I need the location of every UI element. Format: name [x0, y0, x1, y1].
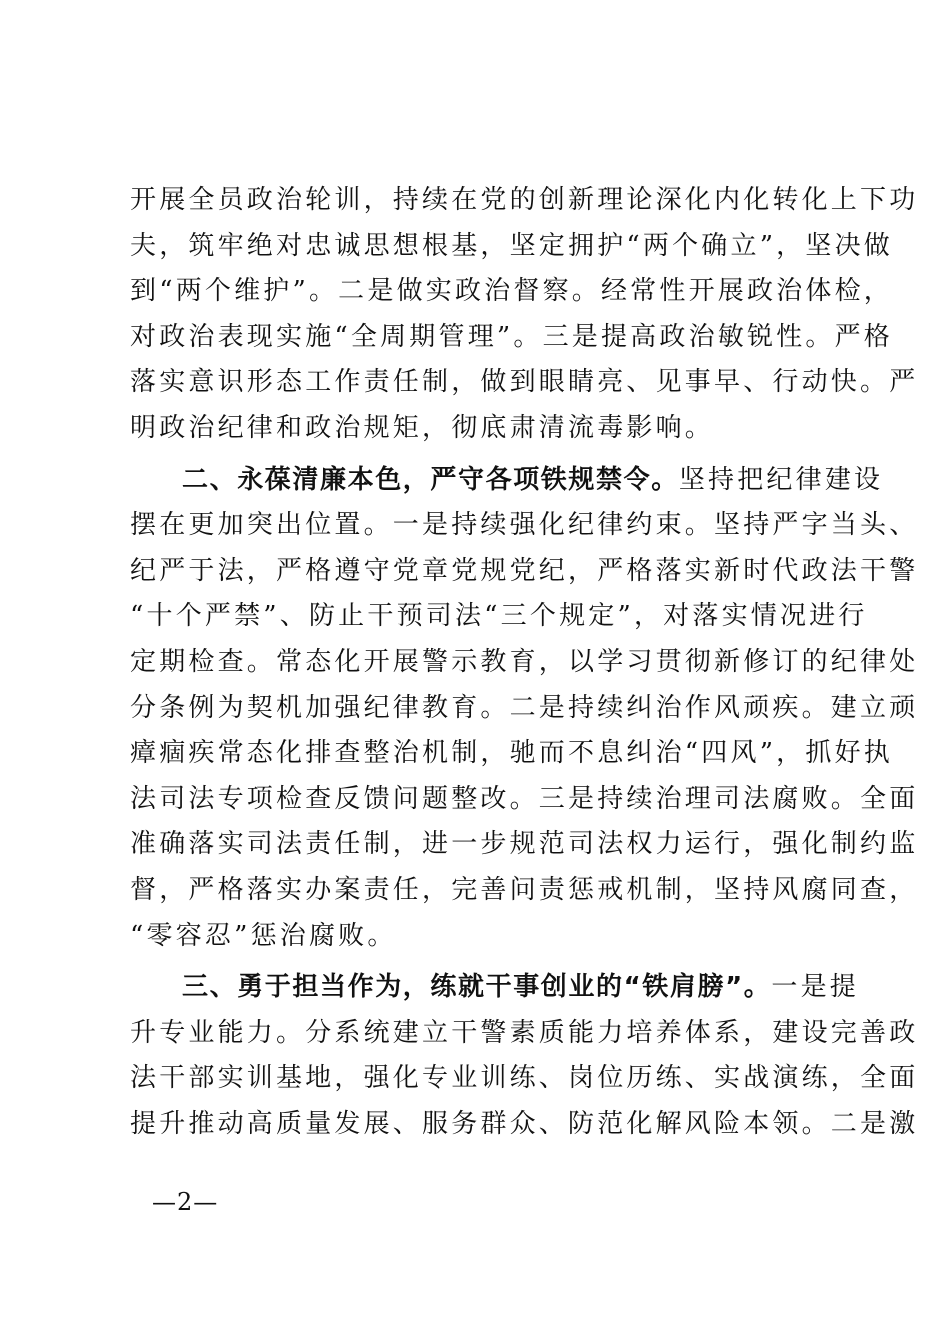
section-heading: 三、勇于担当作为，练就干事创业的“铁肩膀”。: [182, 972, 772, 1003]
text-line: 瘴痼疾常态化排查整治机制，驰而不息纠治“四风”，抓好执: [130, 738, 893, 769]
paragraph-first-line: [130, 458, 884, 504]
paragraph-political-training: [130, 178, 919, 452]
heading-continuation: 坚持把纪律建设: [678, 464, 884, 495]
text-line: 纪严于法，严格遵守党章党规党纪，严格落实新时代政法干警: [130, 555, 919, 586]
text-line: “十个严禁”、防止干预司法“三个规定”，对落实情况进行: [130, 601, 868, 632]
text-line: “零容忍”惩治腐败。: [130, 920, 397, 951]
page-number: —2—: [152, 1188, 219, 1216]
text-line: 对政治表现实施“全周期管理”。三是提高政治敏锐性。严格: [130, 321, 893, 352]
text-line: 升专业能力。分系统建立干警素质能力培养体系，建设完善政: [130, 1017, 919, 1048]
text-line: 落实意识形态工作责任制，做到眼睛亮、见事早、行动快。严: [130, 367, 919, 398]
text-line: 到“两个维护”。二是做实政治督察。经常性开展政治体检，: [130, 276, 893, 307]
text-line: 定期检查。常态化开展警示教育，以学习贯彻新修订的纪律处: [130, 646, 919, 677]
text-line: 摆在更加突出位置。一是持续强化纪律约束。坚持严字当头、: [130, 510, 919, 541]
text-line: 准确落实司法责任制，进一步规范司法权力运行，强化制约监: [130, 829, 919, 860]
text-line: 法干部实训基地，强化专业训练、岗位历练、实战演练，全面: [130, 1063, 919, 1094]
text-line: 法司法专项检查反馈问题整改。三是持续治理司法腐败。全面: [130, 783, 919, 814]
heading-continuation: 一是提: [771, 972, 859, 1003]
paragraph-integrity: [130, 458, 919, 960]
paragraph-responsibility: [130, 965, 919, 1147]
text-line: 分条例为契机加强纪律教育。二是持续纠治作风顽疾。建立顽: [130, 692, 919, 723]
text-line: 夫，筑牢绝对忠诚思想根基，坚定拥护“两个确立”，坚决做: [130, 230, 893, 261]
paragraph-first-line: [130, 965, 859, 1011]
document-body: [130, 178, 919, 1147]
text-line: 开展全员政治轮训，持续在党的创新理论深化内化转化上下功: [130, 185, 919, 215]
text-line: 明政治纪律和政治规矩，彻底肃清流毒影响。: [130, 412, 715, 443]
text-line: 提升推动高质量发展、服务群众、防范化解风险本领。二是激: [130, 1108, 919, 1139]
text-line: 督，严格落实办案责任，完善问责惩戒机制，坚持风腐同查，: [130, 874, 919, 905]
section-heading: 二、永葆清廉本色，严守各项铁规禁令。: [182, 464, 679, 495]
